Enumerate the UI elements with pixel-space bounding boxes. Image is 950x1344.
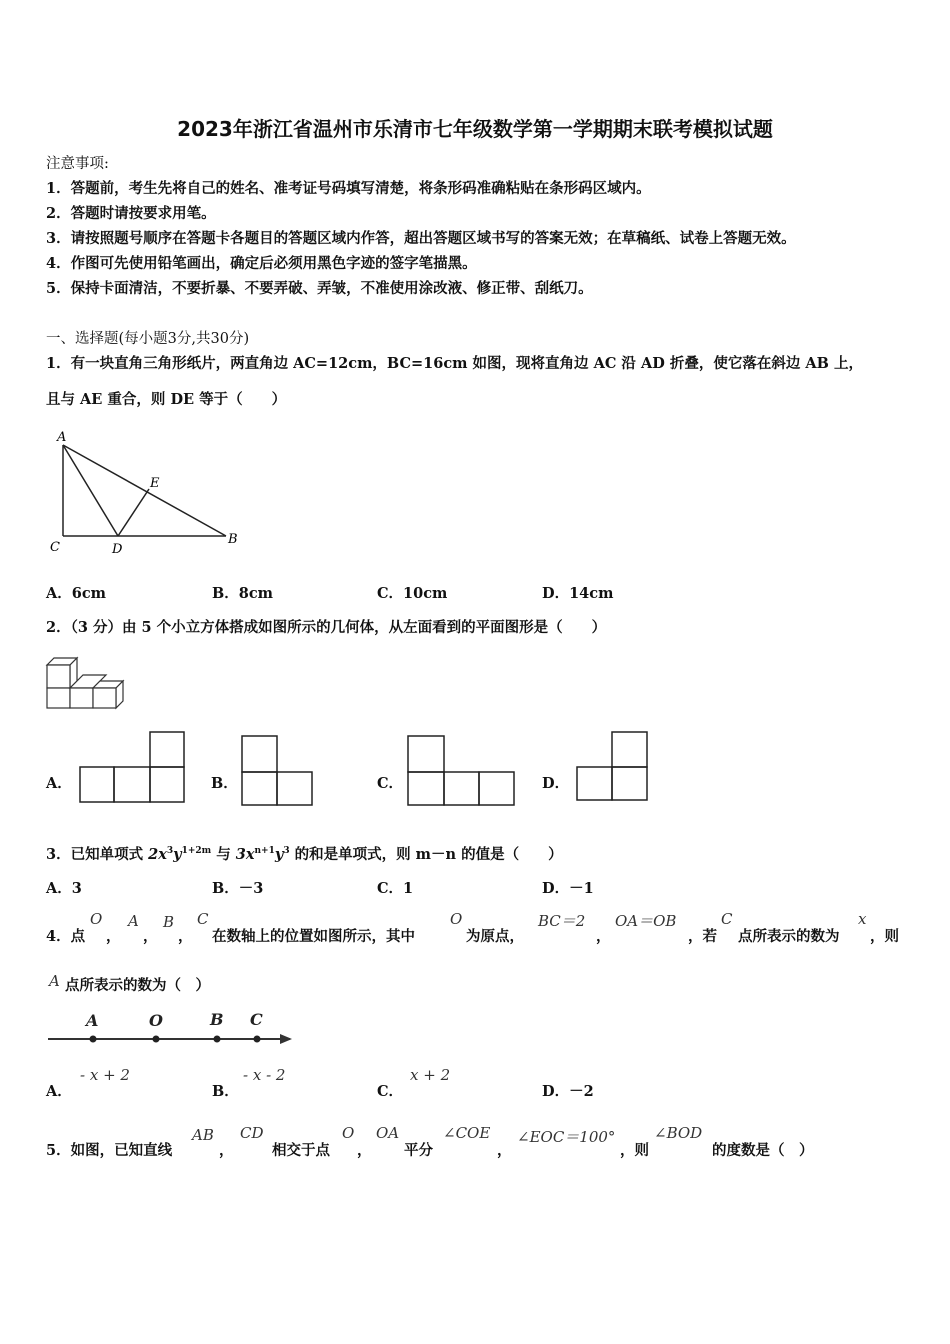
page-title: 2023年浙江省温州市乐清市七年级数学第一学期期末联考模拟试题 xyxy=(177,117,773,141)
q5-text-4: ，则 xyxy=(620,1142,649,1159)
q2-option-b[interactable]: B． xyxy=(211,775,238,792)
q2-option-d[interactable]: D． xyxy=(542,775,570,792)
q4-var-o: O xyxy=(90,910,103,928)
note-item: 5．保持卡面清洁，不要折暴、不要弄破、弄皱，不准使用涂改液、修正带、刮纸刀。 xyxy=(46,280,593,297)
q4-option-a[interactable]: A． xyxy=(46,1083,72,1100)
label-C: C xyxy=(50,540,60,555)
q2-option-d-figure xyxy=(572,730,657,810)
q1-option-b[interactable]: B．8cm xyxy=(212,585,274,602)
q5-oa: OA xyxy=(376,1124,400,1142)
q2-option-a-figure xyxy=(74,730,189,805)
q5-text-2: 相交于点 xyxy=(272,1142,330,1159)
q4-sep: ， xyxy=(178,928,193,945)
q4-option-b-expr: - x - 2 xyxy=(243,1066,286,1084)
q5-cd: CD xyxy=(240,1124,264,1142)
notes-heading: 注意事项: xyxy=(46,156,109,172)
q4-number-line xyxy=(46,1008,296,1048)
axis-label-B: B xyxy=(210,1010,224,1029)
q4-line2: 点所表示的数为（ ） xyxy=(65,977,210,994)
q5-text-3: 平分 xyxy=(404,1142,433,1159)
q5-bod: ∠BOD xyxy=(654,1124,703,1142)
q4-text-5: 点所表示的数为 xyxy=(738,928,840,945)
q4-var-a: A xyxy=(128,912,139,930)
q5-sep: ， xyxy=(357,1142,372,1159)
q4-var-a2: A xyxy=(49,972,60,990)
q2-cubes-figure xyxy=(44,655,134,713)
q4-sep: ， xyxy=(143,928,158,945)
q5-o: O xyxy=(342,1124,355,1142)
q4-var-x: x xyxy=(858,910,867,928)
q1-text-line1: 1．有一块直角三角形纸片，两直角边 AC=12cm，BC=16cm 如图，现将直角边 AC 沿 AD 折叠，使它落在斜边 AB 上， xyxy=(46,355,863,372)
q3-text: 3．已知单项式 $2x^3y^{1+2m}$ 与 $3x^{n+1}y^3$ 的和是单项式，则 m－n 的值是（ ） xyxy=(46,846,563,863)
q1-text-line2: 且与 AE 重合，则 DE 等于（ ） xyxy=(46,391,287,408)
q1-option-d[interactable]: D．14cm xyxy=(542,585,614,602)
q5-coe: ∠COE xyxy=(443,1124,491,1142)
q1-option-c[interactable]: C．10cm xyxy=(377,585,448,602)
q4-oaob: OA＝OB xyxy=(615,912,677,930)
q4-var-c: C xyxy=(197,910,209,928)
q5-ab: AB xyxy=(192,1126,214,1144)
q4-sep: ， xyxy=(106,928,121,945)
label-A: A xyxy=(57,430,67,445)
q4-text-6: ，则 xyxy=(870,928,899,945)
q5-text-5: 的度数是（ ） xyxy=(712,1142,814,1159)
q4-var-o2: O xyxy=(450,910,463,928)
label-D: D xyxy=(112,542,123,557)
q3-option-b[interactable]: B．－3 xyxy=(212,880,264,897)
q1-option-a[interactable]: A．6cm xyxy=(46,585,107,602)
note-item: 3．请按照题号顺序在答题卡各题目的答题区域内作答，超出答题区域书写的答案无效；在草稿纸、试卷上答题无效。 xyxy=(46,230,796,247)
q2-text: 2．（3 分）由 5 个小立方体搭成如图所示的几何体，从左面看到的平面图形是（ ） xyxy=(46,619,607,636)
q2-option-a[interactable]: A． xyxy=(46,775,72,792)
q5-prefix: 5．如图，已知直线 xyxy=(46,1142,173,1159)
q5-sep: ， xyxy=(497,1142,512,1159)
q4-option-b[interactable]: B． xyxy=(212,1083,239,1100)
q4-bc: BC＝2 xyxy=(538,912,586,930)
axis-label-O: O xyxy=(149,1011,163,1030)
axis-label-C: C xyxy=(250,1010,263,1029)
label-E: E xyxy=(150,476,160,491)
label-B: B xyxy=(228,532,238,547)
q4-text-2: 在数轴上的位置如图所示，其中 xyxy=(212,928,415,945)
q3-option-a[interactable]: A．3 xyxy=(46,880,82,897)
q5-sep: ， xyxy=(219,1142,234,1159)
q2-option-c-figure xyxy=(404,730,519,810)
note-item: 4．作图可先使用铅笔画出，确定后必须用黑色字迹的签字笔描黑。 xyxy=(46,255,477,272)
note-item: 1．答题前，考生先将自己的姓名、准考证号码填写清楚，将条形码准确粘贴在条形码区域内。 xyxy=(46,180,651,197)
q4-option-c[interactable]: C． xyxy=(377,1083,404,1100)
q4-option-d[interactable]: D．－2 xyxy=(542,1083,594,1100)
q3-option-d[interactable]: D．－1 xyxy=(542,880,594,897)
q4-sep: ， xyxy=(596,928,611,945)
q4-option-c-expr: x + 2 xyxy=(410,1066,451,1084)
axis-label-A: A xyxy=(86,1011,99,1030)
q2-option-b-figure xyxy=(238,730,318,810)
q4-text-3: 为原点， xyxy=(466,928,524,945)
q1-triangle-figure xyxy=(46,425,246,560)
q4-var-b: B xyxy=(163,913,175,931)
q4-prefix: 4．点 xyxy=(46,928,86,945)
q5-eoc: ∠EOC＝100° xyxy=(517,1128,616,1146)
q4-option-a-expr: - x + 2 xyxy=(80,1066,130,1084)
q2-option-c[interactable]: C． xyxy=(377,775,404,792)
section-heading: 一、选择题(每小题3分,共30分) xyxy=(46,331,250,347)
q3-option-c[interactable]: C．1 xyxy=(377,880,414,897)
q4-var-c2: C xyxy=(721,910,733,928)
note-item: 2．答题时请按要求用笔。 xyxy=(46,205,216,222)
q4-text-4: ，若 xyxy=(688,928,717,945)
